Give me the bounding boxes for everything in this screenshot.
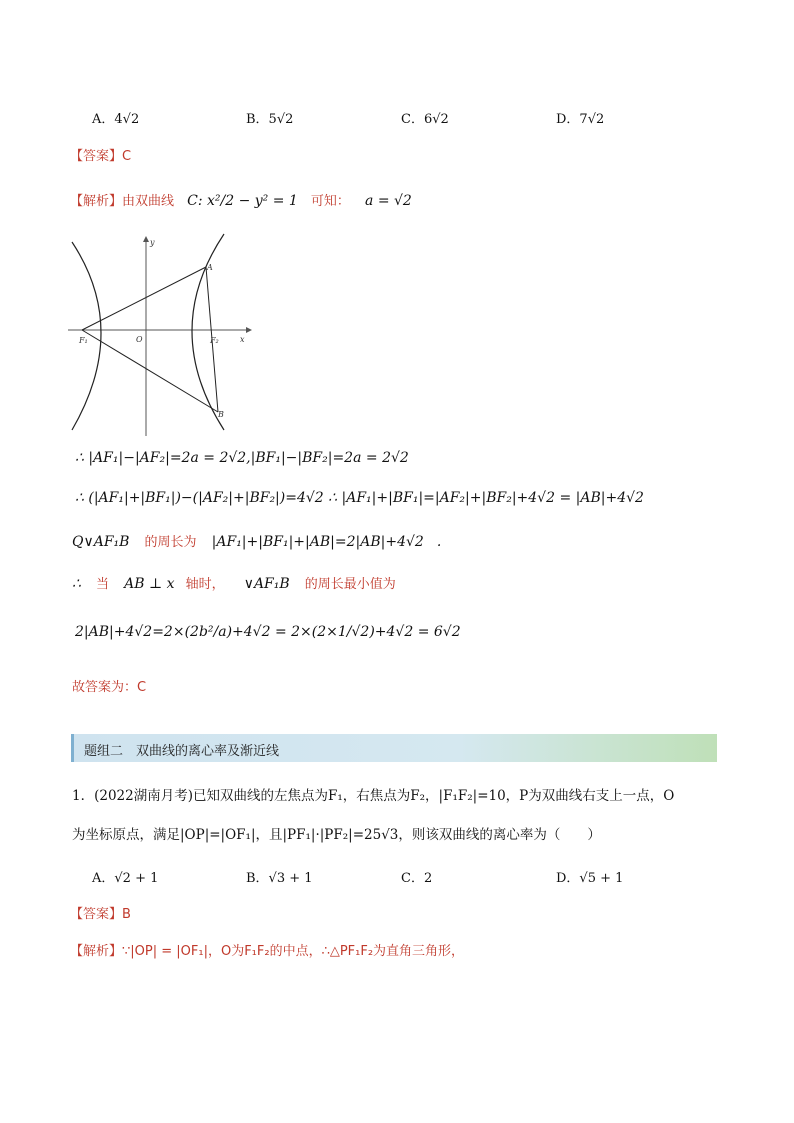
perimeter-expression: |AF₁|+|BF₁|+|AB|=2|AB|+4√2 [211,534,424,550]
answer-tag-2: 【答案】 [70,907,123,922]
analysis-2 [70,940,464,959]
triangle-af1b-2: ∨AF₁B [243,576,290,592]
final-answer-1: 故答案为：C [72,680,147,695]
analysis-1 [70,190,412,209]
therefore: ∴ [72,576,81,592]
x-axis-arrow [246,327,252,333]
option-a-2: A．√2 + 1 [92,871,159,886]
label-o: O [136,335,143,344]
step-1: ∴ |AF₁|−|AF₂|=2a = 2√2,|BF₁|−|BF₂|=2a = 2√2 [75,450,409,466]
option-c: C．6√2 [401,112,449,127]
a-value: a = √2 [365,193,412,209]
label-f1: F₁ [79,336,88,345]
label-b: B [218,410,224,419]
min-perimeter-label: 的周长最小值为 [304,577,396,592]
segment-f1-a [82,267,206,330]
option-a: A．4√2 [92,112,140,127]
option-d: D．7√2 [556,112,605,127]
answer-value-2: B [122,907,131,922]
y-axis-arrow [143,236,149,242]
option-b: B．5√2 [246,112,294,127]
section-title: 题组二 双曲线的离心率及渐近线 [84,744,280,759]
option-b-2: B．√3 + 1 [246,871,313,886]
perimeter-label: 的周长为 [144,535,197,550]
step-2: ∴ (|AF₁|+|BF₁|)−(|AF₂|+|BF₂|)=4√2 ∴ |AF₁|+|BF₁|=|AF₂|+|BF₂|+4√2 = |AB|+4√2 [75,490,644,506]
answer-2 [70,903,131,922]
section-banner [71,734,717,762]
label-a: A [207,263,213,272]
triangle-af1b: Q∨AF₁B [72,534,130,550]
period: . [436,534,442,550]
question-1-line-2: 为坐标原点，满足|OP|=|OF₁|，且|PF₁|·|PF₂|=25√3，则该双曲线的离心率为（ ） [72,827,601,843]
label-f2: F₂ [210,336,219,345]
axis-time: 轴时， [185,577,225,592]
analysis-tag-2: 【解析】 [70,944,123,959]
step-5: 2|AB|+4√2=2×(2b²/a)+4√2 = 2×(2×1/√2)+4√2 = 6√2 [75,624,461,640]
option-d-2: D．√5 + 1 [556,871,624,886]
hyperbola-figure [68,232,253,437]
answer-value: C [122,149,132,164]
analysis-text-2: ∵|OP| = |OF₁|，O为F₁F₂的中点，∴△PF₁F₂为直角三角形， [122,944,465,959]
ab-perp-x: AB ⊥ x [124,576,175,592]
option-c-2: C．2 [401,871,433,886]
step-3 [72,531,441,550]
label-x: x [240,335,245,344]
answer-1 [70,145,131,164]
question-1-line-1: 1．(2022湖南月考)已知双曲线的左焦点为F₁，右焦点为F₂，|F₁F₂|=10，P为双曲线右支上一点，O [72,788,675,804]
label-y: y [150,238,155,247]
analysis-tag: 【解析】 [70,194,123,209]
hyperbola-equation: C: x²/2 − y² = 1 [187,193,298,209]
step-4 [72,573,396,592]
when-label: 当 [96,577,110,592]
analysis-text: 由双曲线 [122,194,175,209]
answer-tag: 【答案】 [70,149,123,164]
analysis-know: 可知： [310,194,350,209]
